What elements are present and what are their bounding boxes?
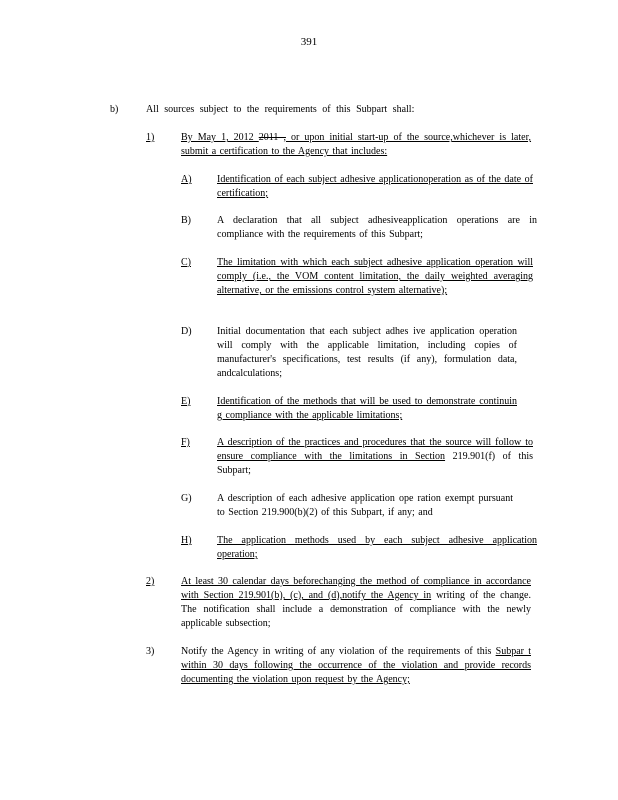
item-text [181, 645, 531, 687]
item-text-run: Identification of each subject adhesive applicationoperation as of the date of certification; [217, 174, 533, 199]
item-label: H) [181, 535, 192, 546]
item-text-run: A declaration that all subject adhesiveapplication operations are in compliance with the requirements of this Subpart; [217, 215, 537, 240]
item-text [217, 173, 533, 201]
item-text-run: 2011 , [258, 132, 286, 143]
item-text-run: A description of each adhesive application ope ration exempt pursuant to Section 219.900(b)(2) of this Subpart, if any; and [217, 493, 513, 518]
item-label: E) [181, 396, 191, 407]
item-text-run: Notify the Agency in writing of any violation of the requirements of this [181, 646, 496, 657]
item-text-run: writing of the change. The notification shall include a demonstration of compliance with the newly applicable subsection; [181, 590, 531, 629]
item-text-run: By May 1, 2012 [181, 132, 259, 143]
item-label: 3) [146, 646, 155, 657]
item-text [217, 325, 517, 381]
item-label: C) [181, 257, 191, 268]
item-label: G) [181, 493, 192, 504]
item-text [217, 534, 537, 562]
section-label: b) [110, 104, 119, 115]
item-text-run: or upon initial start-up of the source,whichever is later, submit a certification to the Agency that includes: [181, 132, 532, 157]
item-label: 2) [146, 576, 155, 587]
item-text-run: Identification of the methods that will be used to demonstrate continuin g compliance with the applicable limitations; [217, 396, 517, 421]
item-label: 1) [146, 132, 155, 143]
item-text-run: Subpar t within 30 days following the occurrence of the violation and provide records documenting the violation upon request by the Agency; [181, 646, 531, 685]
item-text [217, 436, 533, 478]
item-text [217, 492, 513, 520]
item-label: B) [181, 215, 191, 226]
item-label: D) [181, 326, 192, 337]
item-text-run: The limitation with which each subject adhesive application operation will comply (i.e., the VOM content limitation, the daily weighted averaging alternative, or the emissions control system alternative); [217, 257, 533, 296]
item-label: F) [181, 437, 190, 448]
item-text-run: A description of the practices and procedures that the source will follow to ensure compliance with the limitations in Section [217, 437, 533, 462]
item-text-run: The application methods used by each subject adhesive application operation; [217, 535, 537, 560]
item-text [217, 395, 517, 423]
section-intro: All sources subject to the requirements of this Subpart shall: [146, 104, 415, 115]
item-text [181, 575, 531, 631]
item-text-run: At least 30 calendar days beforechanging the method of compliance in accordance with Section 219.901(b), (c), and (d),notify the Agency in [181, 576, 531, 601]
item-label: A) [181, 174, 192, 185]
item-text-run: Initial documentation that each subject adhes ive application operation will comply with the applicable limitation, including copies of manufacturer's specifications, test results (if any), formulation data, andcalculations; [217, 326, 517, 379]
item-text [181, 131, 531, 159]
page-number: 391 [300, 36, 318, 48]
item-text-run: 219.901(f) of this Subpart; [217, 451, 533, 476]
item-text [217, 214, 537, 242]
item-text [217, 256, 533, 298]
